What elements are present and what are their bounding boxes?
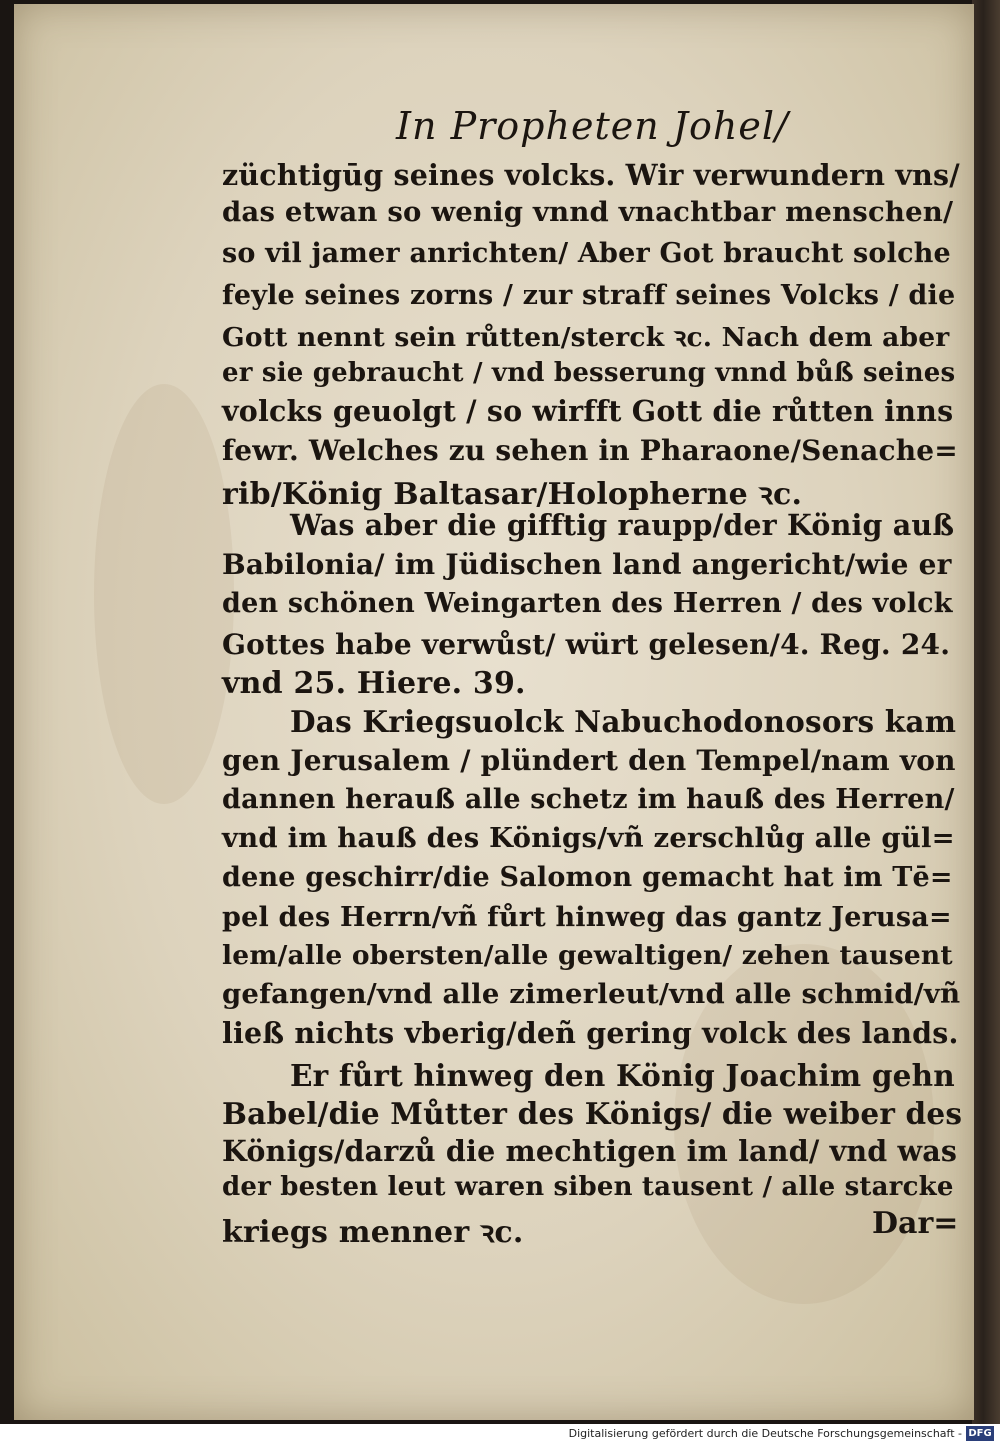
paper-stain [94, 384, 234, 804]
text-line: dannen herauß alle schetz im hauß des Herren/ [222, 784, 955, 815]
catchword: Dar= [872, 1206, 959, 1241]
text-line: lem/alle obersten/alle gewaltigen/ zehen tausent [222, 940, 953, 971]
text-line: Er fůrt hinweg den König Joachim gehn [290, 1058, 955, 1093]
funding-credit: Digitalisierung gefördert durch die Deutsche Forschungsgemeinschaft - [568, 1427, 962, 1440]
text-line: er sie gebraucht / vnd besserung vnnd bůß seines [222, 358, 956, 388]
text-line: so vil jamer anrichten/ Aber Got braucht solche [222, 238, 951, 269]
text-line: fewr. Welches zu sehen in Pharaone/Senache= [222, 434, 958, 467]
text-line: Königs/darzů die mechtigen im land/ vnd was [222, 1134, 958, 1168]
text-line: Gott nennt sein růtten/sterck ꝛc. Nach dem aber [222, 322, 950, 353]
text-line: dene geschirr/die Salomon gemacht hat im Tē= [222, 862, 953, 893]
book-edge [972, 0, 1000, 1424]
text-line: Das Kriegsuolck Nabuchodonosors kam [290, 704, 957, 739]
text-line: gen Jerusalem / plündert den Tempel/nam von [222, 744, 956, 777]
footer-bar [0, 1424, 1000, 1444]
dfg-logo: DFG [966, 1426, 994, 1441]
text-line: volcks geuolgt / so wirfft Gott die růtten inns [222, 394, 954, 428]
text-line: den schönen Weingarten des Herren / des volck [222, 588, 953, 619]
text-line: ließ nichts vberig/deñ gering volck des lands. [222, 1016, 959, 1050]
text-line: feyle seines zorns / zur straff seines Volcks / die [222, 280, 956, 311]
text-line: züchtigūg seines volcks. Wir verwundern vns/ [222, 158, 960, 192]
text-line: Babilonia/ im Jüdischen land angericht/wie er [222, 548, 952, 581]
text-line: pel des Herrn/vñ fůrt hinweg das gantz Jerusa= [222, 902, 952, 933]
text-line: vnd 25. Hiere. 39. [222, 666, 526, 701]
running-head: In Propheten Johel/ [396, 104, 789, 148]
text-line: Babel/die Můtter des Königs/ die weiber des [222, 1096, 963, 1131]
text-line: gefangen/vnd alle zimerleut/vnd alle schmid/vñ [222, 978, 961, 1010]
text-line: kriegs menner ꝛc. [222, 1215, 524, 1250]
text-line: der besten leut waren siben tausent / alle starcke [222, 1172, 954, 1202]
text-line: das etwan so wenig vnnd vnachtbar menschen/ [222, 196, 954, 228]
text-line: Gottes habe verwůst/ würt gelesen/4. Reg. 24. [222, 628, 951, 661]
text-line: vnd im hauß des Königs/vñ zerschlůg alle gül= [222, 822, 955, 854]
text-line: Was aber die gifftig raupp/der König auß [290, 508, 955, 542]
text-line: rib/König Baltasar/Holopherne ꝛc. [222, 477, 803, 512]
